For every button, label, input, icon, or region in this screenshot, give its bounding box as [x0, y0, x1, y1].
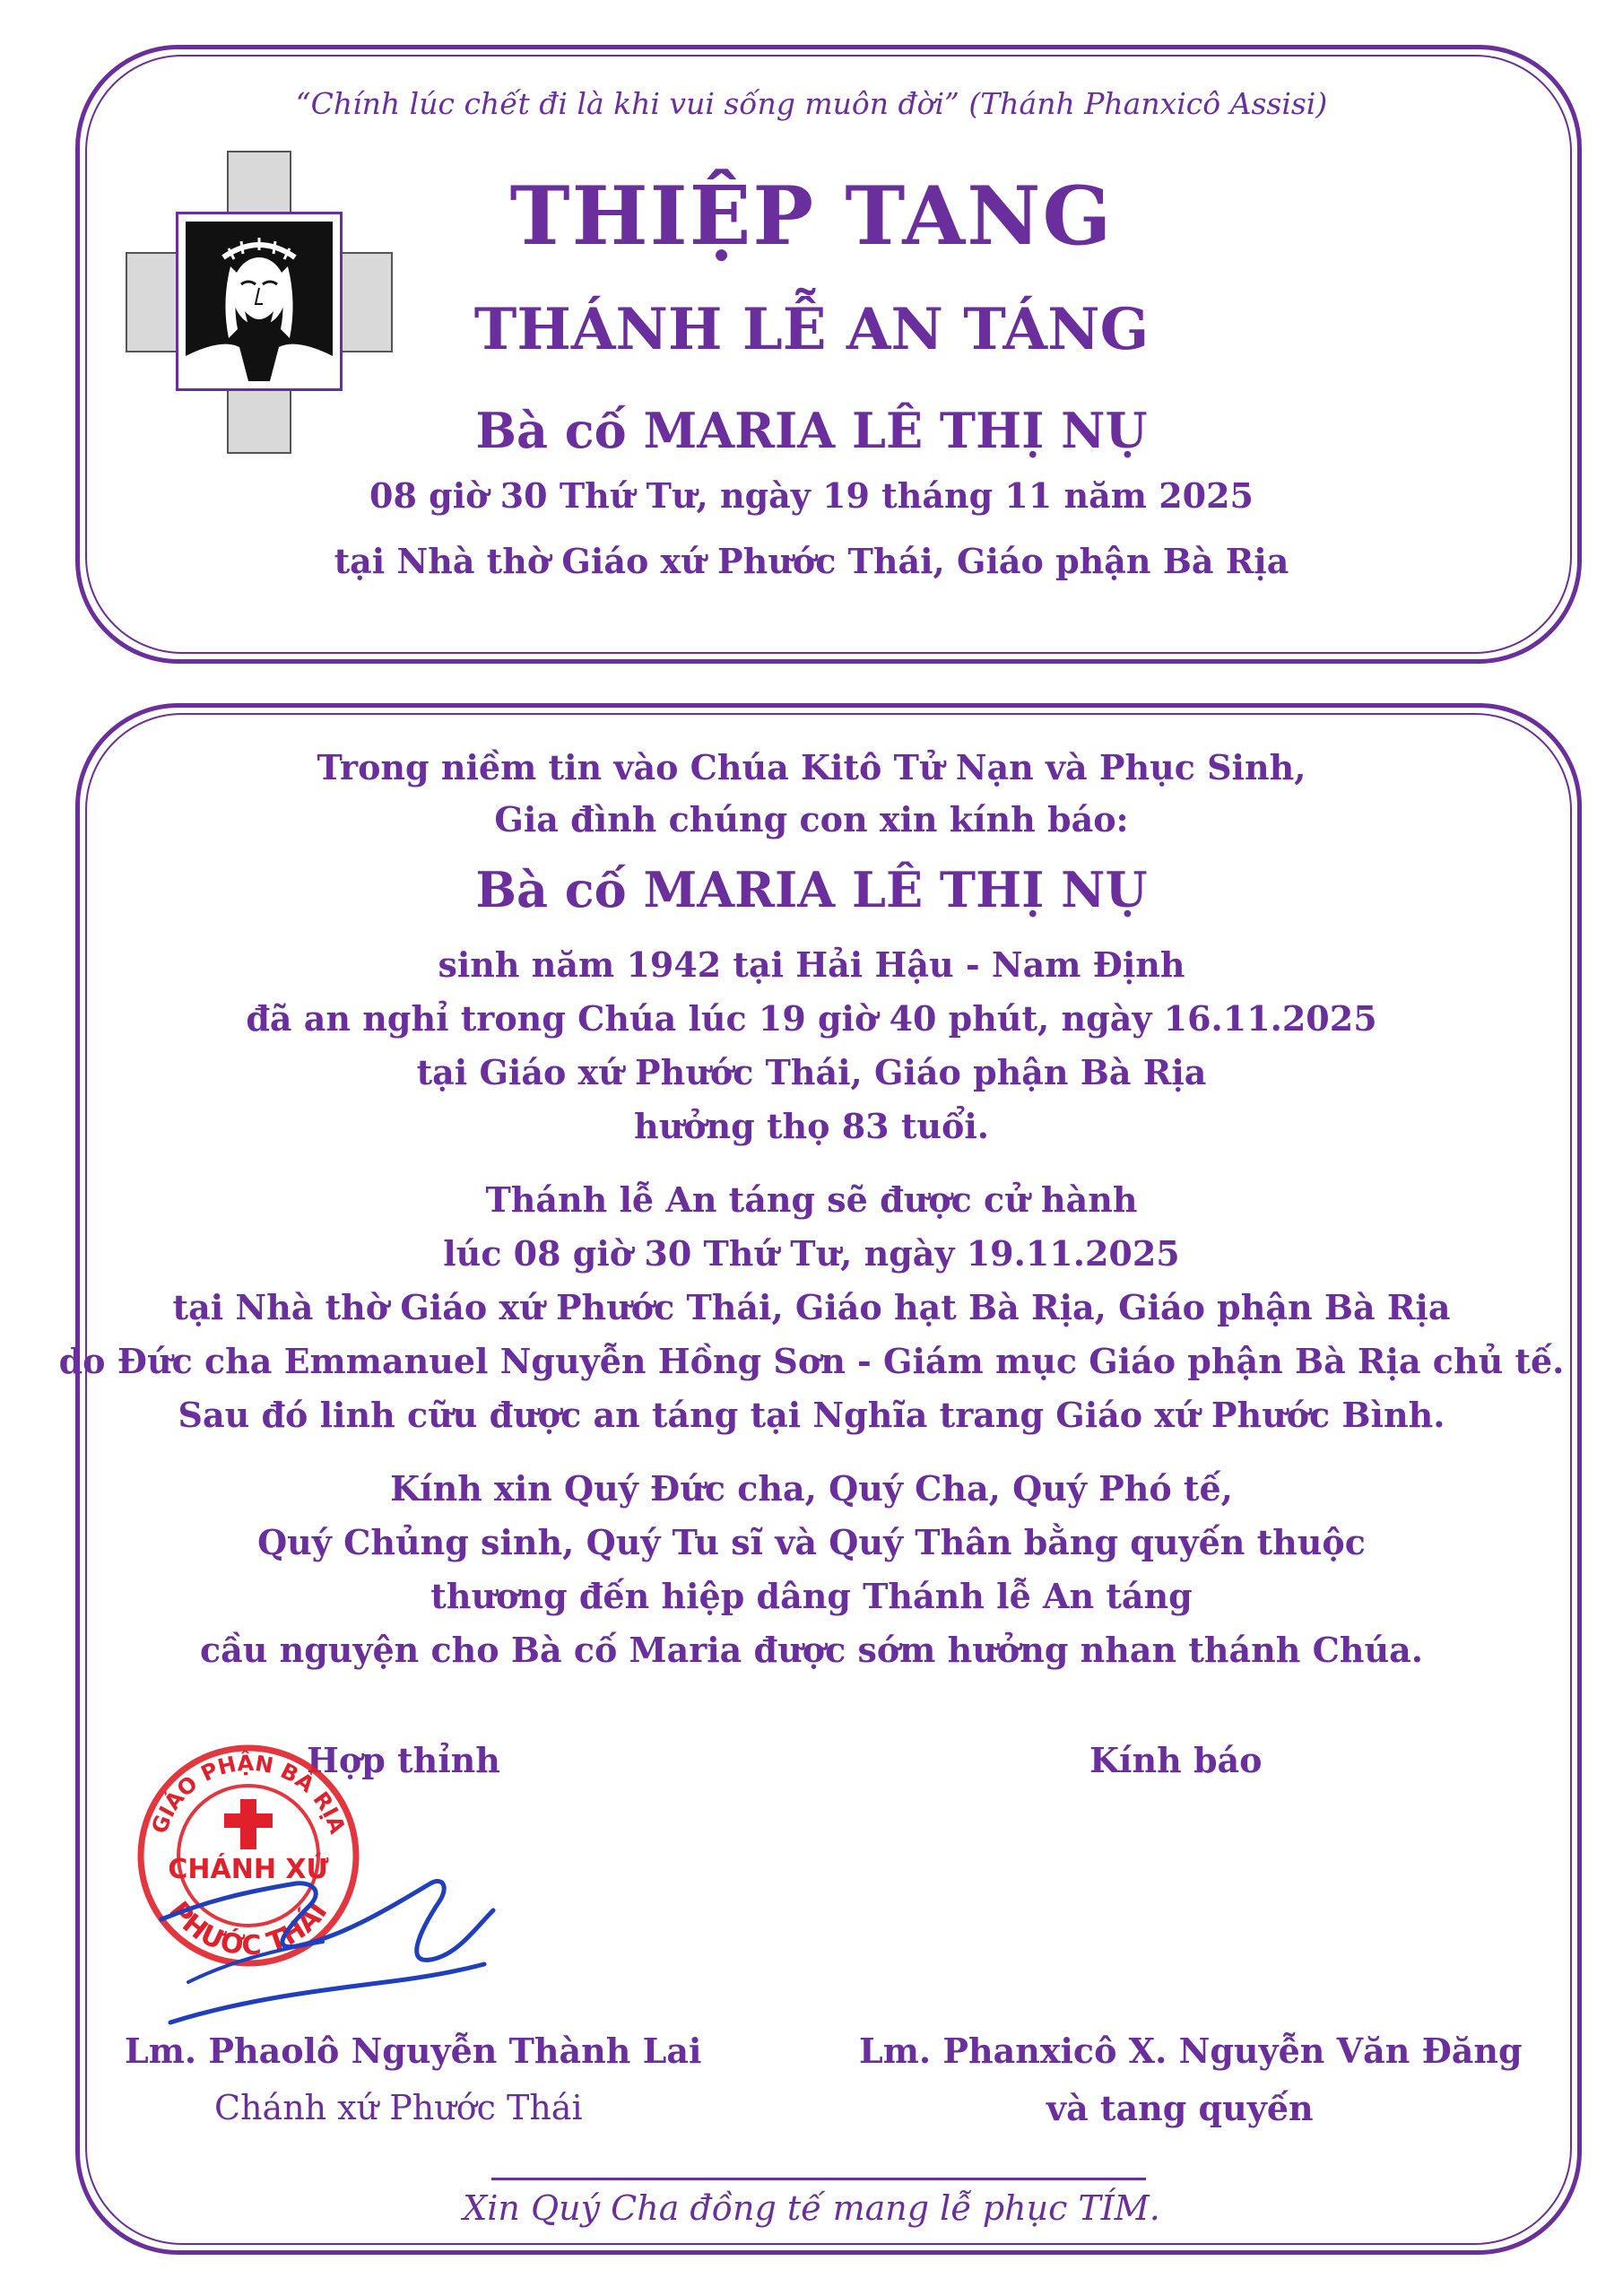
intro-line: Trong niềm tin vào Chúa Kitô Tử Nạn và Phục Sinh,: [317, 747, 1306, 787]
invitation-line: cầu nguyện cho Bà cố Maria được sớm hưởng nhan thánh Chúa.: [199, 1630, 1424, 1670]
invitation-line: Kính xin Quý Đức cha, Quý Cha, Quý Phó tế,: [390, 1468, 1233, 1509]
right-signature-label: Kính báo: [1089, 1740, 1263, 1780]
handwritten-signature: [135, 1866, 529, 2045]
mass-line: do Đức cha Emmanuel Nguyễn Hồng Sơn - Giám mục Giáo phận Bà Rịa chủ tế.: [58, 1341, 1565, 1381]
mass-line: Sau đó linh cữu được an táng tại Nghĩa trang Giáo xứ Phước Bình.: [178, 1395, 1445, 1435]
right-signatory-name: Lm. Phanxicô X. Nguyễn Văn Đăng: [859, 2031, 1523, 2071]
header-quote: “Chính lúc chết đi là khi vui sống muôn đời” (Thánh Phanxicô Assisi): [295, 86, 1328, 121]
intro-line: Gia đình chúng con xin kính báo:: [494, 799, 1129, 839]
bio-line: sinh năm 1942 tại Hải Hậu - Nam Định: [438, 944, 1185, 985]
bio-line: tại Giáo xứ Phước Thái, Giáo phận Bà Rịa: [416, 1052, 1207, 1092]
seal-top-text: GIÁO PHẬN BÀ RỊA: [146, 1750, 351, 1838]
deceased-name-header: Bà cố MARIA LÊ THỊ NỤ: [475, 402, 1148, 459]
bio-line: hưởng thọ 83 tuổi.: [633, 1106, 990, 1146]
invitation-line: Quý Chủng sinh, Quý Tu sĩ và Quý Thân bằng quyến thuộc: [257, 1522, 1366, 1562]
right-signatory-role: và tang quyến: [1046, 2088, 1314, 2128]
funeral-location: tại Nhà thờ Giáo xứ Phước Thái, Giáo phận Bà Rịa: [334, 541, 1289, 581]
left-signature-label: Hợp thỉnh: [307, 1740, 500, 1780]
mass-line: lúc 08 giờ 30 Thứ Tư, ngày 19.11.2025: [443, 1233, 1180, 1274]
seal-center-text: CHÁNH XỨ: [168, 1854, 329, 1885]
funeral-datetime: 08 giờ 30 Thứ Tư, ngày 19 tháng 11 năm 2025: [369, 475, 1254, 516]
invitation-line: thương đến hiệp dâng Thánh lễ An táng: [430, 1576, 1193, 1616]
card-title: THIỆP TANG: [509, 169, 1114, 264]
mass-line: Thánh lễ An táng sẽ được cử hành: [485, 1179, 1138, 1220]
bio-line: đã an nghỉ trong Chúa lúc 19 giờ 40 phút, ngày 16.11.2025: [246, 998, 1377, 1039]
deceased-name: Bà cố MARIA LÊ THỊ NỤ: [475, 861, 1148, 918]
card-subtitle: THÁNH LỄ AN TÁNG: [473, 296, 1150, 363]
seal-bottom-text: PHƯỚC THÁI: [162, 1895, 334, 1962]
mass-line: tại Nhà thờ Giáo xứ Phước Thái, Giáo hạt Bà Rịa, Giáo phận Bà Rịa: [172, 1287, 1451, 1327]
footer-divider: [491, 2178, 1146, 2180]
left-signatory-name: Lm. Phaolô Nguyễn Thành Lai: [125, 2031, 702, 2071]
footer-note: Xin Quý Cha đồng tế mang lễ phục TÍM.: [463, 2188, 1160, 2228]
left-signatory-role: Chánh xứ Phước Thái: [214, 2088, 583, 2127]
